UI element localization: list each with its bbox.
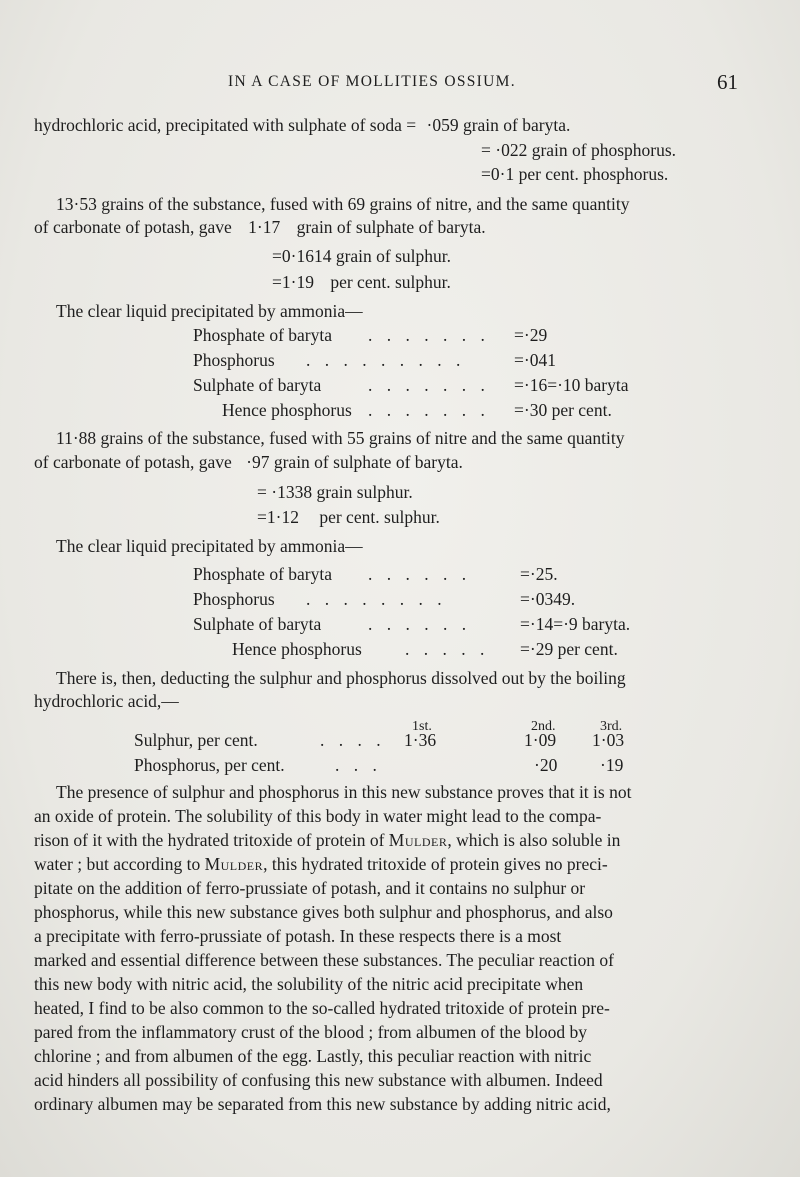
text-line: The clear liquid precipitated by ammonia— — [56, 536, 363, 556]
table-row-value: =·16=·10 baryta — [514, 375, 629, 395]
table-cell: 1·36 — [404, 730, 437, 750]
table-row-label: Hence phosphorus — [232, 639, 362, 659]
text-line: phosphorus, while this new substance gives both sulphur and phosphorus, and also — [34, 902, 613, 922]
text-line: hydrochloric acid,— — [34, 691, 179, 711]
text-line: The presence of sulphur and phosphorus in this new substance proves that it is not — [56, 782, 632, 802]
table-row-value: =·14=·9 baryta. — [520, 614, 631, 634]
table-row-label: Phosphorus, per cent. — [134, 755, 285, 775]
text-line: hydrochloric acid, precipitated with sulphate of soda = ·059 grain of baryta. — [34, 115, 571, 135]
page-number: 61 — [717, 70, 738, 94]
text-line: chlorine ; and from albumen of the egg. Lastly, this peculiar reaction with nitric — [34, 1046, 592, 1066]
text-line: =0·1 per cent. phosphorus. — [481, 164, 669, 184]
leader-dots: . . . . . . . . — [306, 589, 447, 609]
text-line: this new body with nitric acid, the solubility of the nitric acid precipitate when — [34, 974, 584, 994]
table-row-value: =·29 — [514, 325, 548, 345]
text-line: = ·1338 grain sulphur. — [257, 482, 413, 502]
text-line: =1·12 per cent. sulphur. — [257, 507, 440, 527]
leader-dots: . . . . — [320, 730, 386, 750]
leader-dots: . . . . . . . — [368, 325, 490, 345]
text-line: =0·1614 grain of sulphur. — [272, 246, 452, 266]
text-line: = ·022 grain of phosphorus. — [481, 140, 677, 160]
table-row-value: =·25. — [520, 564, 558, 584]
text-line: 13·53 grains of the substance, fused with 69 grains of nitre, and the same quantity — [56, 194, 630, 214]
leader-dots: . . . . . — [405, 639, 490, 659]
author-name: Mulder — [388, 830, 448, 850]
table-row-label: Sulphate of baryta — [193, 614, 322, 634]
text-line: =1·19 per cent. sulphur. — [272, 272, 451, 292]
text-line: of carbonate of potash, gave ·97 grain of sulphate of baryta. — [34, 452, 463, 472]
table-cell: 1·09 — [524, 730, 557, 750]
text-line: water ; but according to Mulder, this hydrated tritoxide of protein gives no preci- — [34, 854, 608, 874]
text-line: a precipitate with ferro-prussiate of potash. In these respects there is a most — [34, 926, 562, 946]
column-header: 1st. — [412, 719, 432, 734]
running-header — [0, 70, 800, 97]
text-line: The clear liquid precipitated by ammonia— — [56, 301, 363, 321]
table-cell: ·20 — [534, 755, 558, 775]
text-line: pitate on the addition of ferro-prussiate of potash, and it contains no sulphur or — [34, 878, 586, 898]
table-row-label: Hence phosphorus — [222, 400, 352, 420]
text-line: pared from the inflammatory crust of the blood ; from albumen of the blood by — [34, 1022, 588, 1042]
text-line: There is, then, deducting the sulphur and phosphorus dissolved out by the boiling — [56, 668, 626, 688]
column-header: 3rd. — [600, 719, 623, 734]
text-line: an oxide of protein. The solubility of this body in water might lead to the compa- — [34, 806, 602, 826]
table-row-value: =·041 — [514, 350, 556, 370]
leader-dots: . . . — [335, 755, 382, 775]
leader-dots: . . . . . . — [368, 614, 472, 634]
leader-dots: . . . . . . . . . — [306, 350, 466, 370]
text-line: ordinary albumen may be separated from this new substance by adding nitric acid, — [34, 1094, 611, 1114]
table-row-label: Phosphorus — [193, 350, 275, 370]
column-header: 2nd. — [531, 719, 556, 734]
table-row-label: Sulphate of baryta — [193, 375, 322, 395]
text-line: acid hinders all possibility of confusing this new substance with albumen. Indeed — [34, 1070, 603, 1090]
text-line: of carbonate of potash, gave 1·17 grain of sulphate of baryta. — [34, 217, 486, 237]
leader-dots: . . . . . . . — [368, 400, 490, 420]
table-row-label: Phosphate of baryta — [193, 564, 332, 584]
table-cell: ·19 — [600, 755, 624, 775]
table-row-value: =·29 per cent. — [520, 639, 618, 659]
text-line: 11·88 grains of the substance, fused with 55 grains of nitre and the same quantity — [56, 428, 625, 448]
author-name: Mulder — [204, 854, 264, 874]
table-row-value: =·30 per cent. — [514, 400, 612, 420]
text-line: rison of it with the hydrated tritoxide of protein of Mulder, which is also soluble in — [34, 830, 621, 850]
table-row-label: Sulphur, per cent. — [134, 730, 258, 750]
table-row-label: Phosphate of baryta — [193, 325, 332, 345]
header-title: IN A CASE OF MOLLITIES OSSIUM. — [228, 73, 516, 90]
table-row-label: Phosphorus — [193, 589, 275, 609]
text-line: heated, I find to be also common to the so-called hydrated tritoxide of protein pre- — [34, 998, 610, 1018]
table-row-value: =·0349. — [520, 589, 576, 609]
table-cell: 1·03 — [592, 730, 625, 750]
leader-dots: . . . . . . — [368, 564, 472, 584]
text-line: marked and essential difference between these substances. The peculiar reaction of — [34, 950, 615, 970]
leader-dots: . . . . . . . — [368, 375, 490, 395]
